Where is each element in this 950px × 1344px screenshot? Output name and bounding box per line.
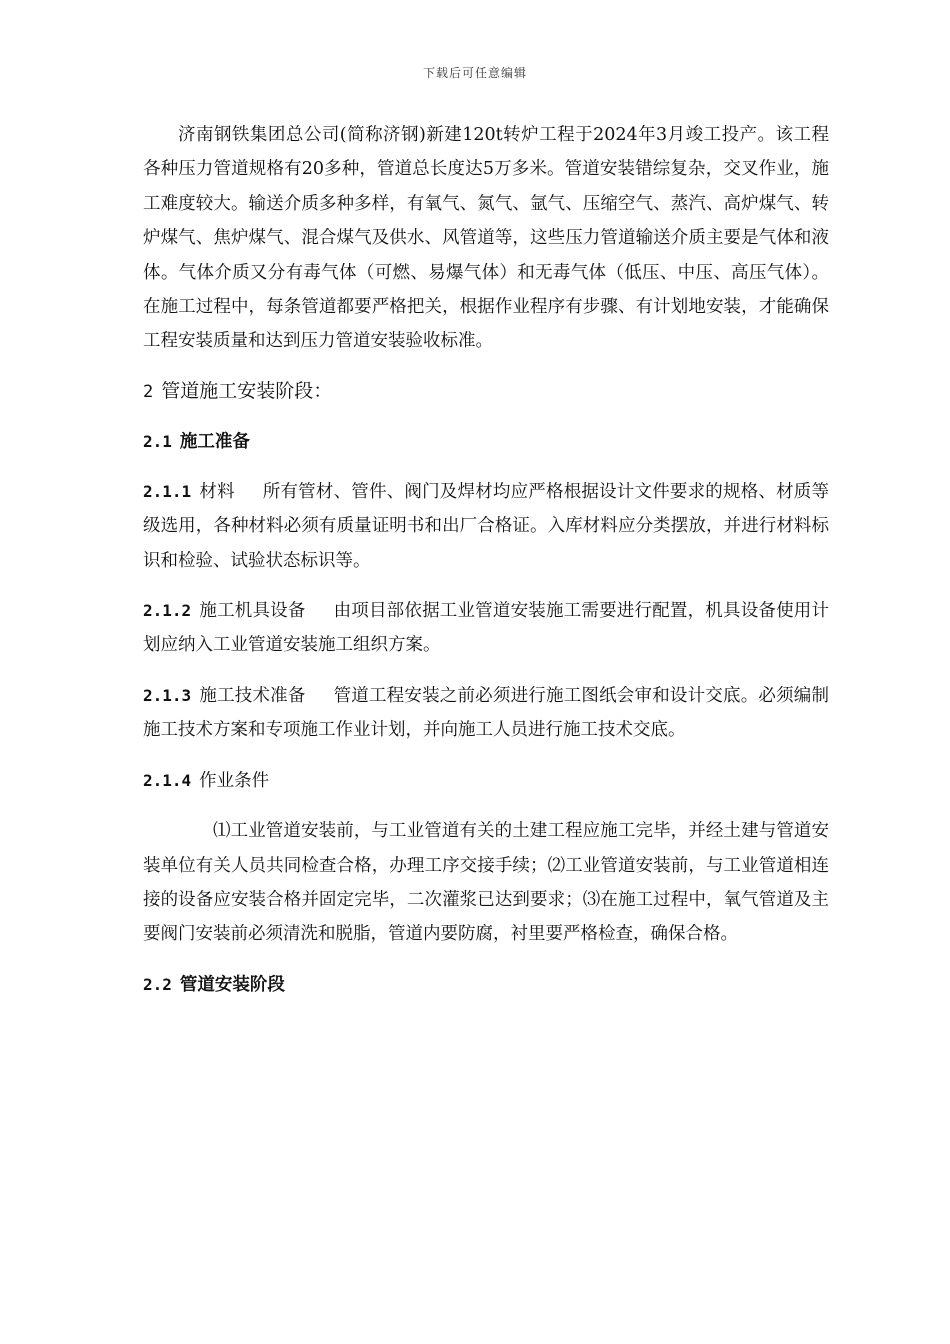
item-2-1-4-paragraph: ⑴工业管道安装前，与工业管道有关的土建工程应施工完毕，并经土建与管道安装单位有关人员共同检查合格，办理工序交接手续；⑵工业管道安装前，与工业管道相连接的设备应安装合格并固定完毕，二次灌浆已达到要求；⑶在施工过程中，氧气管道及主要阀门安装前必须清洗和脱脂，管道内要防腐，衬里要严格检查，确保合格。 [143,821,829,945]
section-2-1-number: 2.1 [143,431,172,451]
item-2-1-4-title: 作业条件 [199,770,270,791]
section-2-2-number: 2.2 [143,974,172,994]
item-2-1-3-title: 施工技术准备 [199,685,306,706]
item-2-1-1-text: 所有管材、管件、阀门及焊材均应严格根据设计文件要求的规格、材质等级选用，各种材料必须有质量证明书和出厂合格证。入库材料应分类摆放，并进行材料标识和检验、试验状态标识等。 [143,481,830,571]
item-2-1-1-title: 材料 [199,481,235,502]
section-2-number: 2 [143,381,154,402]
section-2-2-title: 管道安装阶段 [179,974,285,995]
section-2-1-heading [143,425,829,459]
item-2-1-3-text: 管道工程安装之前必须进行施工图纸会审和设计交底。必须编制施工技术方案和专项施工作业计划，并向施工人员进行施工技术交底。 [143,685,829,741]
item-2-1-2-text: 由项目部依据工业管道安装施工需要进行配置，机具设备使用计划应纳入工业管道安装施工组织方案。 [143,601,829,656]
item-2-1-4-heading [143,764,829,798]
item-2-1-1-number: 2.1.1 [143,481,192,501]
item-2-1-3-number: 2.1.3 [143,685,192,705]
section-2-2-heading [143,968,829,1002]
item-2-1-4-number: 2.1.4 [143,770,192,790]
item-2-1-2-title: 施工机具设备 [199,601,306,622]
item-2-1-1-paragraph [143,475,829,578]
item-2-1-2-paragraph [143,594,829,663]
item-2-1-2-number: 2.1.2 [143,601,192,621]
document-body [143,118,829,1002]
section-2-1-title: 施工准备 [179,431,250,452]
section-2-heading [143,374,829,409]
header-note: 下载后可任意编辑 [422,66,527,80]
item-2-1-3-paragraph [143,679,829,748]
intro-paragraph: 济南钢铁集团总公司(简称济钢)新建120t转炉工程于2024年3月竣工投产。该工程各种压力管道规格有20多种，管道总长度达5万多米。管道安装错综复杂，交叉作业，施工难度较大。输送介质多种多样，有氧气、氮气、氩气、压缩空气、蒸汽、高炉煤气、转炉煤气、焦炉煤气、混合煤气及供水、风管道等，这些压力管道输送介质主要是气体和液体。气体介质又分有毒气体（可燃、易爆气体）和无毒气体（低压、中压、高压气体）。在施工过程中，每条管道都要严格把关，根据作业程序有步骤、有计划地安装，才能确保工程安装质量和达到压力管道安装验收标准。 [143,125,829,352]
section-2-title: 管道施工安装阶段： [161,379,333,402]
